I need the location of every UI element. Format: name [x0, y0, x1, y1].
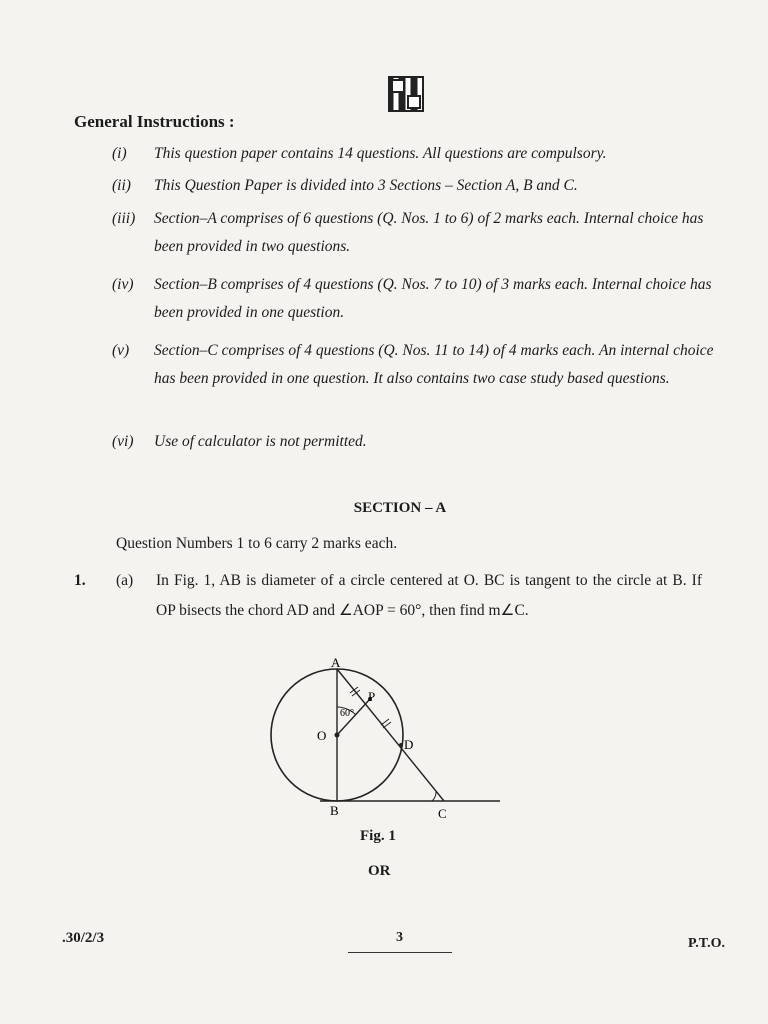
section-note: Question Numbers 1 to 6 carry 2 marks each. — [116, 535, 398, 552]
instruction-text: Section–B comprises of 4 questions (Q. Nos. 7 to 10) of 3 marks each. Internal choice has been provided in one question. — [154, 276, 712, 321]
or-text: OR — [368, 863, 391, 879]
instruction-number: (ii) — [112, 177, 131, 194]
label-d: D — [404, 737, 414, 752]
instruction-number: (vi) — [112, 433, 134, 450]
section-title: SECTION – A — [353, 500, 447, 516]
label-a: A — [331, 655, 341, 670]
fig-1-diagram — [260, 655, 520, 825]
instruction-number: (v) — [112, 342, 130, 359]
instruction-number: (i) — [112, 145, 127, 162]
label-c: C — [438, 806, 447, 821]
instruction-item — [112, 205, 732, 261]
instruction-text: Use of calculator is not permitted. — [154, 433, 367, 450]
paper-code: .30/2/3 — [62, 930, 105, 946]
instruction-item — [112, 337, 732, 393]
page-number: 3 — [396, 930, 403, 945]
label-o: O — [317, 728, 327, 743]
point-d — [399, 743, 403, 747]
instruction-item — [112, 271, 732, 327]
figure-caption: Fig. 1 — [360, 828, 396, 844]
instruction-text: This Question Paper is divided into 3 Sections – Section A, B and C. — [154, 177, 578, 194]
general-instructions-title: General Instructions : — [74, 112, 235, 131]
page-number-underline — [348, 952, 452, 953]
label-angle: 60° — [340, 708, 354, 719]
line-ac — [337, 669, 444, 801]
instruction-item — [112, 140, 732, 168]
instruction-number: (iv) — [112, 276, 134, 293]
label-p: P — [368, 689, 376, 704]
instruction-item — [112, 172, 732, 200]
question-text: In Fig. 1, AB is diameter of a circle centered at O. BC is tangent to the circle at B. If OP bisects the chord AD and ∠AOP = 60°, then find m∠C. — [156, 572, 702, 619]
instruction-text: Section–A comprises of 6 questions (Q. Nos. 1 to 6) of 2 marks each. Internal choice has been provided in two questions. — [154, 210, 704, 255]
point-o — [335, 733, 340, 738]
instruction-text: This question paper contains 14 questions. All questions are compulsory. — [154, 145, 607, 162]
question-part: (a) — [116, 572, 134, 589]
question-number: 1. — [74, 572, 86, 589]
angle-arc-c — [432, 792, 436, 801]
pto-text: P.T.O. — [688, 936, 725, 951]
instruction-number: (iii) — [112, 210, 136, 227]
instruction-item — [112, 428, 732, 456]
label-b: B — [330, 803, 339, 818]
qr-code-icon — [388, 76, 424, 112]
instruction-text: Section–C comprises of 4 questions (Q. Nos. 11 to 14) of 4 marks each. An internal choice has been provided in one question. It also contains two case study based questions. — [154, 342, 714, 387]
